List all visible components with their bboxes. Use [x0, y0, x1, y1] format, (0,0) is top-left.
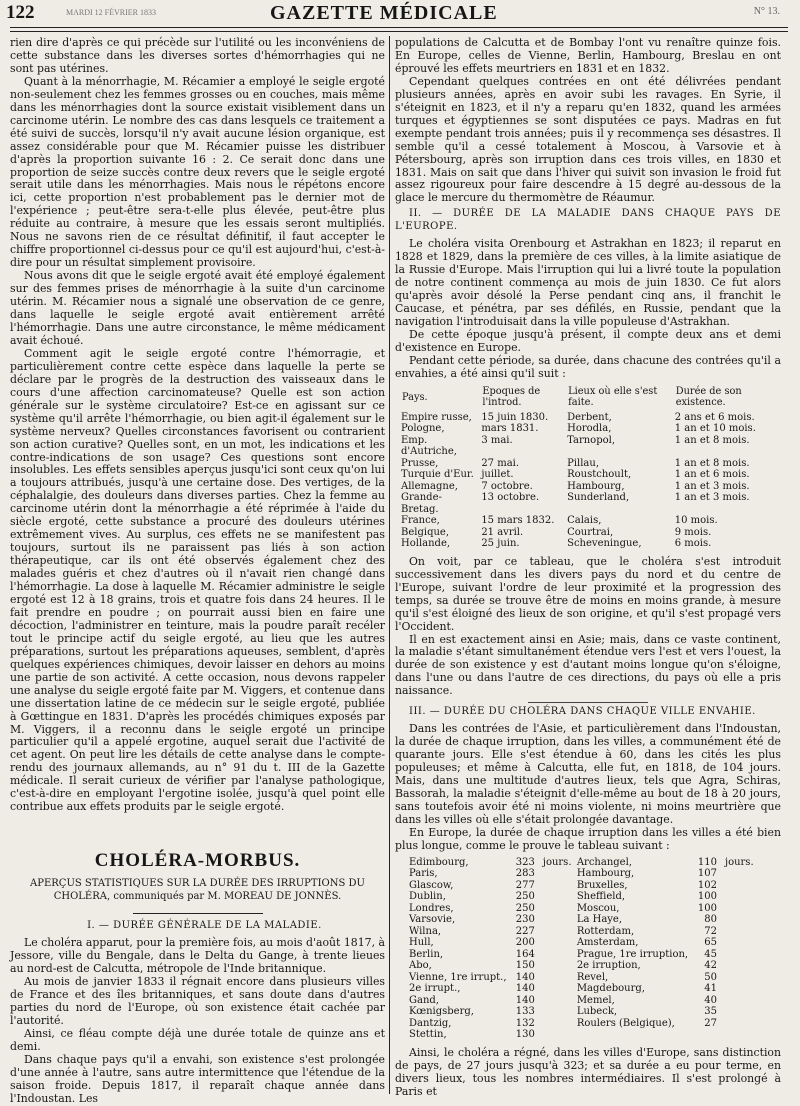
- table-cell: Lubeck,: [576, 1006, 618, 1018]
- header-rule-top: [10, 27, 788, 28]
- table-cell: [543, 995, 577, 1007]
- table-cell: [543, 1018, 577, 1030]
- table-cell: 35: [704, 1006, 717, 1018]
- table-cell: 100: [697, 891, 717, 903]
- column-header: Durée de son existence.: [675, 385, 742, 409]
- table-row: [409, 972, 759, 984]
- table-cell: [543, 868, 577, 880]
- table-cell: Berlin,: [409, 948, 444, 960]
- table-cell: Roulers (Belgique),: [576, 1017, 675, 1029]
- table-cell: Sunderland,: [567, 492, 630, 504]
- epidemic-table: [401, 385, 776, 550]
- table-cell: 140: [515, 971, 535, 983]
- table-cell: 65: [704, 937, 717, 949]
- paragraph: Ainsi, le choléra a régné, dans les villes d'Europe, sans distinction de pays, de 27 jours jusqu'à 323; et sa durée a eu pour terme, en divers lieux, tous les nombres intermédiaires. Il s'est prolongé à Paris et: [395, 1045, 781, 1098]
- table-cell: 100: [697, 902, 717, 914]
- table-cell: [543, 903, 577, 915]
- table-cell: 3 mai.: [481, 434, 513, 446]
- table-cell: 1 an et 3 mois.: [674, 492, 750, 504]
- table-cell: 1 an et 3 mois.: [674, 480, 750, 492]
- table-cell: 130: [515, 1029, 535, 1041]
- title-rule: [133, 913, 263, 914]
- table-cell: 25 juin.: [481, 538, 520, 550]
- table-cell: [543, 983, 577, 995]
- paragraph: Comment agit le seigle ergoté contre l'hémorragie, et particulièrement contre cette espèce dans laquelle la perte se déclare par le progrès de la destruction des vaisseaux dans le cours d'une affection carcinomateuse? Quelle est son action générale sur le système circulatoire? Est-ce en agissant sur ce système qu'il arrête l'hémorrhagie, ou bien agit-il également sur le système nerveux? Quelles circonstances favorisent ou contrarient son action curative? Quelles sont, en un mot, les indications et les contre-indications de son usage? Ces questions sont encore insolubles. Les effets sensibles aperçus jusqu'ici sont ceux qu'on lui a toujours attribués, jusqu'à une certaine dose. Des vertiges, de la céphalalgie, des douleurs dans diverses parties. Chez la femme au carcinome utérin dont la ménorrhagie a été réprimée à l'aide du siècle ergoté, cette substance a procuré des douleurs utérines extrêmement vives. Au surplus, ces effets ne se manifestent pas toujours, surtout ils ne paraissent pas liés à son action thérapeutique, car ils ont été observés également chez des malades guéris et chez d'autres où il n'avait rien changé dans l'hémorrhagie. La dose à laquelle M. Récamier administre le seigle ergoté est 12 à 18 grains, trois et quatre fois dans 24 heures. Il le fait prendre en poudre ; on pourrait aussi bien en faire une décoction, l'administrer en teinture, mais la poudre paraît recéler tout le principe actif du seigle ergoté, au lieu que les autres préparations, surtout les préparations aqueuses, semblent, d'après quelques expériences chimiques, devoir laisser en dehors au moins une partie de son activité. A cette occasion, nous devons rappeler une analyse du seigle ergoté faite par M. Viggers, et contenue dans une dissertation latine de ce médecin sur le seigle ergoté, publiée à Gœttingue en 1831. D'après les procédés chimiques exposés par M. Viggers, il a reconnu dans le seigle ergoté un principe particulier qu'il a appelé ergotine, auquel serait due l'activité de cet agent. On peut lire les détails de cette analyse dans le compte-rendu des journaux allemands, au n° 91 du t. III de la Gazette médicale. Il serait curieux de vérifier par l'analyse pathologique, c'est-à-dire en employant l'ergotine isolée, jusqu'à quel point elle contribue aux effets produits par le seigle ergoté.: [10, 346, 385, 814]
- unit-label: jours.: [542, 856, 572, 868]
- table-cell: 27: [704, 1017, 717, 1029]
- table-cell: 6 mois.: [674, 538, 712, 550]
- paragraph: De cette époque jusqu'à présent, il compte deux ans et demi d'existence en Europe.: [395, 327, 781, 354]
- table-row: [409, 857, 759, 869]
- table-cell: [543, 972, 577, 984]
- table-cell: Moscou,: [576, 902, 620, 914]
- table-row: [409, 891, 759, 903]
- table-cell: 1 an et 10 mois.: [674, 423, 756, 435]
- table-row: [401, 515, 776, 527]
- table-cell: Amsterdam,: [576, 937, 639, 949]
- table-cell: Hambourg,: [567, 480, 625, 492]
- table-cell: Magdebourg,: [576, 983, 645, 995]
- table-cell: Archangel,: [576, 856, 632, 868]
- paragraph: Ainsi, ce fléau compte déjà une durée totale de quinze ans et demi.: [10, 1026, 385, 1053]
- table-cell: 133: [515, 1006, 535, 1018]
- table-cell: Londres,: [409, 902, 454, 914]
- table-cell: 50: [704, 971, 717, 983]
- table-row: [401, 412, 776, 424]
- table-cell: 40: [704, 994, 717, 1006]
- table-cell: La Haye,: [576, 914, 623, 926]
- paragraph: Dans chaque pays qu'il a envahi, son existence s'est prolongée d'une année à l'autre, sans autre intermittence que l'étendue de la saison froide. Depuis 1817, il reparaît chaque année dans l'Indoustan. Les: [10, 1052, 385, 1105]
- table-cell: Revel,: [576, 971, 609, 983]
- duration-table: [409, 857, 759, 1041]
- table-cell: 1 an et 8 mois.: [674, 434, 750, 446]
- paragraph: Il en est exactement ainsi en Asie; mais, dans ce vaste continent, la maladie s'étant simultanément étendue vers l'est et vers l'ouest, la durée de son existence y est d'autant moins longue qu'on s'éloigne, dans l'une ou dans l'autre de ces directions, du pays où elle a pris naissance.: [395, 632, 781, 698]
- table-cell: Sheffield,: [576, 891, 626, 903]
- table-row: [401, 481, 776, 493]
- paragraph: rien dire d'après ce qui précède sur l'utilité ou les inconvéniens de cette substance dans les diverses sortes d'hémorrhagies qui ne sont pas utérines.: [10, 36, 385, 75]
- table-cell: 1 an et 6 mois.: [674, 469, 750, 481]
- column-header: Lieux où elle s'est faite.: [568, 385, 658, 409]
- right-column: [395, 36, 781, 1098]
- table-cell: France,: [401, 515, 440, 527]
- table-row: [401, 492, 776, 515]
- table-cell: 27 mai.: [481, 457, 520, 469]
- page-header: [0, 2, 800, 24]
- table-cell: 2e irrupt.,: [409, 983, 461, 995]
- table-cell: Pologne,: [401, 423, 445, 435]
- table-cell: Dantzig,: [409, 1017, 452, 1029]
- table-row: [409, 880, 759, 892]
- column-divider: [389, 36, 390, 1094]
- paragraph: Au mois de janvier 1833 il régnait encore dans plusieurs villes de France et des îles britanniques, et sans doute dans d'autres parties du nord de l'Europe, où son existence était cachée par l'autorité.: [10, 975, 385, 1027]
- table-cell: 9 mois.: [674, 526, 712, 538]
- paragraph: populations de Calcutta et de Bombay l'ont vu renaître quinze fois. En Europe, celles de Vienne, Berlin, Hambourg, Breslau en ont éprouvé les effets meurtriers en 1831 et en 1832.: [395, 36, 781, 75]
- table-cell: 164: [515, 948, 535, 960]
- table-cell: Derbent,: [567, 411, 612, 423]
- paragraph: Quant à la ménorrhagie, M. Récamier a employé le seigle ergoté non-seulement chez les femmes grosses ou en couches, mais même dans les ménorrhagies dont la source existait visiblement dans un carcinome utérin. Le nombre des cas dans lesquels ce traitement a été suivi de succès, lorsqu'il n'y avait aucune lésion organique, est assez considérable pour que M. Récamier puisse les distribuer d'après la proportion suivante 16 : 2. Ce serait donc dans une proportion de seize succès contre deux revers que le seigle ergoté serait utile dans les ménorrhagies. Mais nous le répétons encore ici, cette proportion n'est probablement pas le dernier mot de l'expérience ; peut-être sera-t-elle plus élevée, peut-être plus réduite au contraire, à mesure que les essais seront multipliés. Nous ne savons rien de ce résultat définitif, il faut accepter le chiffre proportionnel ci-dessus pour ce qu'il est aujourd'hui, c'est-à-dire pour un résultat simplement provisoire.: [10, 74, 385, 270]
- table-row: [401, 435, 776, 458]
- table-cell: 2 ans et 6 mois.: [674, 411, 755, 423]
- table-cell: Prague, 1re irruption,: [576, 948, 689, 960]
- table-cell: Pillau,: [567, 457, 600, 469]
- table-cell: 21 avril.: [481, 526, 524, 538]
- table-cell: Hambourg,: [576, 868, 635, 880]
- table-cell: 45: [704, 948, 717, 960]
- left-column: [10, 36, 385, 1105]
- column-header: Epoques de l'introd.: [482, 385, 541, 409]
- table-cell: 250: [515, 891, 535, 903]
- table-cell: [543, 960, 577, 972]
- table-cell: Rotterdam,: [576, 925, 635, 937]
- table-cell: 150: [515, 960, 535, 972]
- table-cell: [543, 891, 577, 903]
- table-cell: Kœnigsberg,: [409, 1006, 474, 1018]
- paragraph: En Europe, la durée de chaque irruption dans les villes a été bien plus longue, comme le prouve le tableau suivant :: [395, 825, 781, 852]
- table-cell: 15 mars 1832.: [481, 515, 555, 527]
- issue-number: N° 13.: [753, 6, 780, 17]
- unit-label: jours.: [724, 856, 754, 868]
- table-cell: Stettin,: [409, 1029, 447, 1041]
- paragraph: Le choléra apparut, pour la première fois, au mois d'août 1817, à Jessore, ville du Bengale, dans le Delta du Gange, à trente lieues au nord-est de Calcutta, métropole de l'Inde britannique.: [10, 936, 385, 976]
- table-cell: Courtrai,: [567, 526, 614, 538]
- table-cell: 1 an et 8 mois.: [674, 457, 750, 469]
- table-cell: 13 octobre.: [481, 492, 540, 504]
- header-rule-bottom: [10, 31, 788, 32]
- table-cell: 72: [704, 925, 717, 937]
- table-cell: 277: [515, 879, 535, 891]
- table-row: [409, 1006, 759, 1018]
- table-row: [409, 995, 759, 1007]
- table-cell: 132: [515, 1017, 535, 1029]
- table-row: [401, 527, 776, 539]
- table-cell: 41: [704, 983, 717, 995]
- table-cell: Vienne, 1re irrupt.,: [409, 971, 507, 983]
- section-heading: III. — DURÉE DU CHOLÉRA DANS CHAQUE VILLE ENVAHIE.: [409, 706, 756, 718]
- table-row: [409, 868, 759, 880]
- table-row: [401, 458, 776, 470]
- table-cell: 15 juin 1830.: [481, 411, 549, 423]
- table-cell: 323: [515, 856, 535, 868]
- table-row: [409, 914, 759, 926]
- table-header-row: [401, 385, 776, 412]
- table-cell: 10 mois.: [674, 515, 718, 527]
- table-row: [409, 983, 759, 995]
- table-cell: Scheveningue,: [567, 538, 642, 550]
- section-heading: I. — DURÉE GÉNÉRALE DE LA MALADIE.: [87, 920, 322, 932]
- table-cell: Bruxelles,: [576, 879, 628, 891]
- table-cell: Gand,: [409, 994, 439, 1006]
- table-cell: Empire russe,: [401, 411, 472, 423]
- journal-title: GAZETTE MÉDICALE: [270, 2, 498, 24]
- table-cell: Abo,: [409, 960, 432, 972]
- paragraph: Le choléra visita Orenbourg et Astrakhan en 1823; il reparut en 1828 et 1829, dans la première de ces villes, à la limite asiatique de la Russie d'Europe. Mais l'irruption qui lui a livré toute la population de notre continent commença au mois de juin 1830. Ce fut alors qu'après avoir désolé la Perse pendant cinq ans, il franchit le Caucase, et pénétra, par ses défilés, en Russie, pendant que la navigation l'introduisait dans la ville populeuse d'Astrakhan.: [395, 237, 781, 329]
- table-cell: 110: [697, 856, 717, 868]
- table-cell: [543, 1029, 577, 1041]
- paragraph: Pendant cette période, sa durée, dans chacune des contrées qu'il a envahies, a été ainsi qu'il suit :: [395, 353, 781, 380]
- table-cell: 283: [515, 868, 535, 880]
- table-cell: Wilna,: [409, 925, 442, 937]
- table-cell: [543, 880, 577, 892]
- table-cell: [543, 949, 577, 961]
- table-cell: Roustchoult,: [567, 469, 632, 481]
- table-cell: mars 1831.: [481, 423, 539, 435]
- table-row: [409, 1029, 759, 1041]
- table-cell: Edimbourg,: [409, 856, 469, 868]
- paragraph: Cependant quelques contrées en ont été délivrées pendant plusieurs années, après en avoir subi les ravages. En Syrie, il s'éteignit en 1823, et il n'y a reparu qu'en 1832, quand les armées turques et égyptiennes se sont disputées ce pays. Madras en fut exempte pendant trois années; puis il y recommença ses désastres. Il semble qu'il a cessé totalement à Moscou, à Varsovie et à Pétersbourg, après son irruption dans ces trois villes, en 1830 et 1831. Mais on sait que dans l'hiver qui suivit son invasion le froid fut assez rigoureux pour faire descendre à 15 degré au-dessous de la glace le mercure du thermomètre de Réaumur.: [395, 74, 781, 205]
- table-cell: 250: [515, 902, 535, 914]
- table-row: [401, 538, 776, 550]
- issue-date: MARDI 12 FÉVRIER 1833: [66, 8, 157, 17]
- table-cell: Allemagne,: [401, 480, 458, 492]
- table-cell: 42: [704, 960, 717, 972]
- table-cell: Dublin,: [409, 891, 446, 903]
- table-cell: 102: [697, 879, 717, 891]
- table-cell: Varsovie,: [409, 914, 456, 926]
- table-cell: [543, 914, 577, 926]
- paragraph: Dans les contrées de l'Asie, et particulièrement dans l'Indoustan, la durée de chaque irruption, dans les villes, a communément été de quarante jours. Elle s'est étendue à 60, dans les cités les plus populeuses; et même à Calcutta, elle fut, en 1818, de 104 jours. Mais, dans une multitude d'autres lieux, tels que Agra, Schiras, Bassorah, la maladie s'éteignit d'elle-même au bout de 18 à 20 jours, sans toutefois avoir été ni moins violente, ni moins meurtrière que dans les villes où elle s'était prolongée davantage.: [395, 722, 781, 826]
- table-cell: Hull,: [409, 937, 434, 949]
- table-cell: Emp. d'Autriche,: [401, 434, 457, 458]
- table-row: [401, 423, 776, 435]
- table-cell: 140: [515, 983, 535, 995]
- column-header: Pays.: [402, 391, 428, 403]
- article-title: CHOLÉRA-MORBUS.: [94, 850, 301, 872]
- table-cell: [543, 1006, 577, 1018]
- page-number: 122: [6, 2, 35, 23]
- table-row: [409, 926, 759, 938]
- table-cell: Horodla,: [567, 423, 612, 435]
- table-cell: juillet.: [481, 469, 514, 481]
- table-cell: Grande-Bretag.: [401, 492, 442, 515]
- article-subtitle: APERÇUS STATISTIQUES SUR LA DURÉE DES IRRUPTIONS DU CHOLÉRA, communiqués par M. MOREAU DE JONNÈS.: [30, 878, 365, 903]
- paragraph: On voit, par ce tableau, que le choléra s'est introduit successivement dans les divers pays du nord et du centre de l'Europe, suivant l'ordre de leur proximité et la progression des temps, sa durée se trouve être de moins en moins grande, à mesure qu'il s'est éloigné des lieux de son origine, et qu'il s'est propagé vers l'Occident.: [395, 554, 781, 633]
- table-cell: Turquie d'Eur.: [401, 469, 474, 481]
- table-cell: [577, 1029, 697, 1041]
- table-cell: Prusse,: [401, 457, 439, 469]
- paragraph: Nous avons dit que le seigle ergoté avait été employé également sur des femmes prises de ménorrhagie à la suite d'un carcinome utérin. M. Récamier nous a signalé une observation de ce genre, dans laquelle le seigle ergoté avait entièrement arrêté l'hémorrhagie. Dans une autre circonstance, le même médicament avait échoué.: [10, 269, 385, 347]
- table-cell: 80: [704, 914, 717, 926]
- table-cell: Belgique,: [401, 526, 450, 538]
- section-heading: II. — DURÉE DE LA MALADIE DANS CHAQUE PAYS DE L'EUROPE.: [395, 208, 781, 233]
- table-cell: 7 octobre.: [481, 480, 533, 492]
- table-cell: Paris,: [409, 868, 438, 880]
- table-row: [409, 1018, 759, 1030]
- table-cell: Memel,: [576, 994, 615, 1006]
- table-cell: Tarnopol,: [567, 434, 616, 446]
- table-row: [409, 903, 759, 915]
- table-cell: Glascow,: [409, 879, 454, 891]
- table-cell: Calais,: [567, 515, 602, 527]
- table-row: [409, 960, 759, 972]
- table-cell: [697, 1029, 725, 1041]
- table-cell: 140: [515, 994, 535, 1006]
- table-cell: Hollande,: [401, 538, 451, 550]
- table-row: [409, 949, 759, 961]
- table-cell: 227: [515, 925, 535, 937]
- section-rule: [528, 702, 648, 703]
- table-cell: [543, 937, 577, 949]
- table-cell: 200: [515, 937, 535, 949]
- table-row: [409, 937, 759, 949]
- table-cell: [543, 926, 577, 938]
- table-cell: 2e irruption,: [576, 960, 641, 972]
- table-cell: 230: [515, 914, 535, 926]
- table-cell: 107: [697, 868, 717, 880]
- table-row: [401, 469, 776, 481]
